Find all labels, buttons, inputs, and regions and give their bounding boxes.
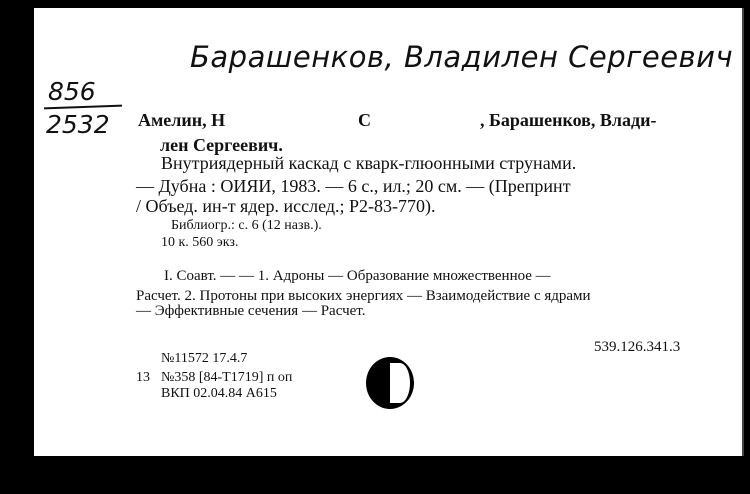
scan-edge-bottom	[0, 456, 750, 494]
heading-author-1: Амелин, Н	[138, 110, 226, 130]
handwritten-number-top: 856	[48, 77, 96, 106]
handwritten-name: Барашенков, Владилен Сергеевич	[190, 40, 734, 74]
title-line-1: Внутриядерный каскад с кварк-глюонными струнами.	[161, 153, 577, 173]
subjects-line-1: I. Соавт. — — 1. Адроны — Образование множественное —	[164, 268, 551, 284]
heading-author-2: , Барашенков, Влади-	[480, 110, 657, 130]
footer-line-2-number: 13	[136, 370, 150, 385]
footer-line-2: №358 [84-Т1719] п оп	[161, 370, 293, 385]
bibliography-note: Библиогр.: с. 6 (12 назв.).	[171, 218, 322, 233]
scan-edge-left	[0, 0, 34, 494]
heading-author-initial: С	[358, 110, 371, 130]
title-line-3: / Объед. ин-т ядер. исслед.; Р2-83-770).	[136, 196, 436, 216]
title-line-2: — Дубна : ОИЯИ, 1983. — 6 с., ил.; 20 см. — (Препринт	[136, 176, 571, 196]
punch-hole-highlight	[390, 363, 410, 403]
handwritten-number-bottom: 2532	[46, 110, 110, 139]
subjects-line-3: — Эффективные сечения — Расчет.	[136, 303, 366, 319]
copies-note: 10 к. 560 экз.	[161, 235, 239, 250]
heading-author-cont: лен Сергеевич.	[160, 135, 283, 155]
subjects-line-2: Расчет. 2. Протоны при высоких энергиях — Взаимодействие с ядрами	[136, 288, 591, 304]
footer-line-3: ВКП 02.04.84 А615	[161, 386, 277, 401]
udc-classification: 539.126.341.3	[594, 339, 681, 355]
footer-line-1: №11572 17.4.7	[161, 351, 248, 366]
